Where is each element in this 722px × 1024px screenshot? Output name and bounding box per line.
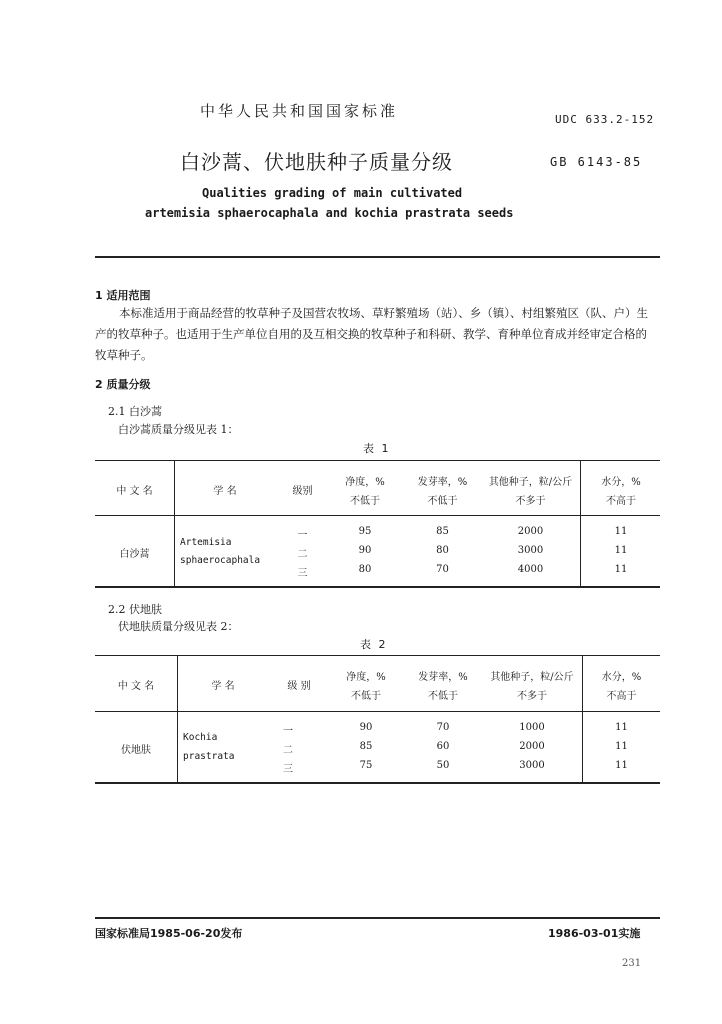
table2-cell-purity: 90 [359, 722, 373, 733]
table2-header-germ: 发芽率，% [418, 672, 468, 683]
table1-top-rule [95, 460, 660, 461]
table1-cell-moisture: 11 [614, 545, 628, 556]
table1-cell-germ: 80 [436, 545, 449, 556]
section1-text: 本标准适用于商品经营的牧草种子及国营农牧场、草籽繁殖场（站）、乡（镇）、村组繁殖区（队、户）生产的牧草种子。也适用于生产单位自用的及互相交换的牧草种子和科研、教学、育种单位育成并经审定合格的牧草种子。 [95, 306, 648, 362]
table1-vline [174, 460, 175, 587]
table1-bottom-rule [95, 586, 660, 588]
table1-header-cn-name: 中 文 名 [116, 486, 153, 497]
table2-cell-moisture: 11 [615, 722, 628, 733]
page-title: 白沙蒿、伏地肤种子质量分级 [180, 150, 453, 174]
table1-header-rule [95, 515, 660, 516]
table2-top-rule [95, 655, 660, 656]
table2-cell-moisture: 11 [615, 741, 628, 752]
table2-cell-purity: 75 [359, 760, 373, 771]
table2-sci-name-line1: Kochia [183, 732, 218, 743]
table1-cell-grade: 一 [297, 530, 308, 541]
table2-cell-other: 3000 [519, 760, 545, 771]
table1-cell-germ: 85 [436, 526, 449, 537]
table1-cell-purity: 90 [358, 545, 372, 556]
table2-cell-germ: 50 [436, 760, 450, 771]
table1-header-germ: 发芽率，% [417, 477, 468, 488]
table1-cell-moisture: 11 [614, 564, 628, 575]
table2-header-germ-sub: 不低于 [428, 691, 458, 702]
table2-cell-germ: 70 [436, 722, 450, 733]
table2-cell-grade: 一 [283, 726, 293, 737]
table1-cell-other: 3000 [517, 545, 544, 556]
table2-cell-grade: 三 [283, 764, 293, 775]
table2-header-grade: 级 别 [287, 681, 311, 692]
table1-caption: 表 1 [363, 442, 391, 455]
table2-header-purity-sub: 不低于 [351, 691, 381, 702]
table2-caption: 表 2 [360, 638, 388, 651]
section2-heading: 2 质量分级 [95, 378, 151, 391]
table2-header-sci-name: 学 名 [211, 681, 235, 692]
table1-cn-name: 白沙蒿 [119, 549, 150, 560]
english-title-line2: artemisia sphaerocaphala and kochia prastrata seeds [145, 206, 514, 220]
table1-header-other-sub: 不多于 [515, 496, 546, 507]
table1-cell-germ: 70 [436, 564, 449, 575]
table2-cell-grade: 二 [283, 745, 293, 756]
table2-header-other: 其他种子，粒/公斤 [490, 672, 574, 683]
section2-1-intro: 白沙蒿质量分级见表 1： [118, 423, 239, 436]
section2-2-heading: 2.2 伏地肤 [108, 603, 162, 616]
table1-header-grade: 级别 [292, 486, 313, 497]
table1-cell-moisture: 11 [614, 526, 628, 537]
table2-bottom-rule [95, 782, 660, 784]
table1-header-moisture-sub: 不高于 [606, 496, 636, 507]
table1-cell-grade: 二 [297, 549, 308, 560]
table2-header-purity: 净度，% [346, 672, 386, 683]
header-divider [95, 256, 660, 258]
table1-header-moisture: 水分，% [601, 477, 641, 488]
english-title-line1: Qualities grading of main cultivated [202, 186, 463, 200]
table1-cell-other: 2000 [517, 526, 544, 537]
table2-header-other-sub: 不多于 [517, 691, 547, 702]
table2-header-moisture-sub: 不高于 [606, 691, 637, 702]
table2-header-cn-name: 中 文 名 [117, 681, 155, 692]
footer-divider [95, 917, 660, 919]
table2-cell-purity: 85 [359, 741, 373, 752]
gb-code: GB 6143-85 [550, 155, 643, 169]
table1-cell-other: 4000 [517, 564, 544, 575]
section1-heading: 1 适用范围 [95, 289, 151, 302]
table1-header-purity: 净度，% [345, 477, 385, 488]
table1-header-sci-name: 学 名 [213, 486, 237, 497]
table2-cell-germ: 60 [436, 741, 450, 752]
page-number: 231 [622, 958, 642, 969]
standard-name: 中华人民共和国国家标准 [200, 102, 399, 120]
table2-cell-moisture: 11 [615, 760, 628, 771]
table2-header-moisture: 水分，% [601, 672, 642, 683]
table1-header-other: 其他种子，粒/公斤 [488, 477, 573, 488]
udc-code: UDC 633.2-152 [555, 113, 655, 126]
section2-1-heading: 2.1 白沙蒿 [108, 405, 162, 418]
table2-vline [177, 655, 178, 783]
table1-header-purity-sub: 不低于 [350, 496, 380, 507]
table1-cell-purity: 80 [358, 564, 372, 575]
effective-date: 1986-03-01实施 [548, 927, 641, 940]
table2-header-rule [95, 711, 660, 712]
table2-cell-other: 1000 [519, 722, 545, 733]
table1-cell-grade: 三 [297, 568, 308, 579]
table1-header-germ-sub: 不低于 [427, 496, 458, 507]
table1-sci-name-line1: Artemisia [180, 537, 232, 548]
table2-cn-name: 伏地肤 [121, 745, 151, 756]
table2-cell-other: 2000 [519, 741, 545, 752]
section2-2-intro: 伏地肤质量分级见表 2： [118, 620, 239, 633]
table1-cell-purity: 95 [358, 526, 372, 537]
table2-sci-name-line2: prastrata [183, 751, 235, 762]
table1-vline [580, 460, 581, 587]
table1-sci-name-line2: sphaerocaphala [180, 555, 261, 566]
issue-date: 国家标准局1985-06-20发布 [95, 927, 243, 940]
